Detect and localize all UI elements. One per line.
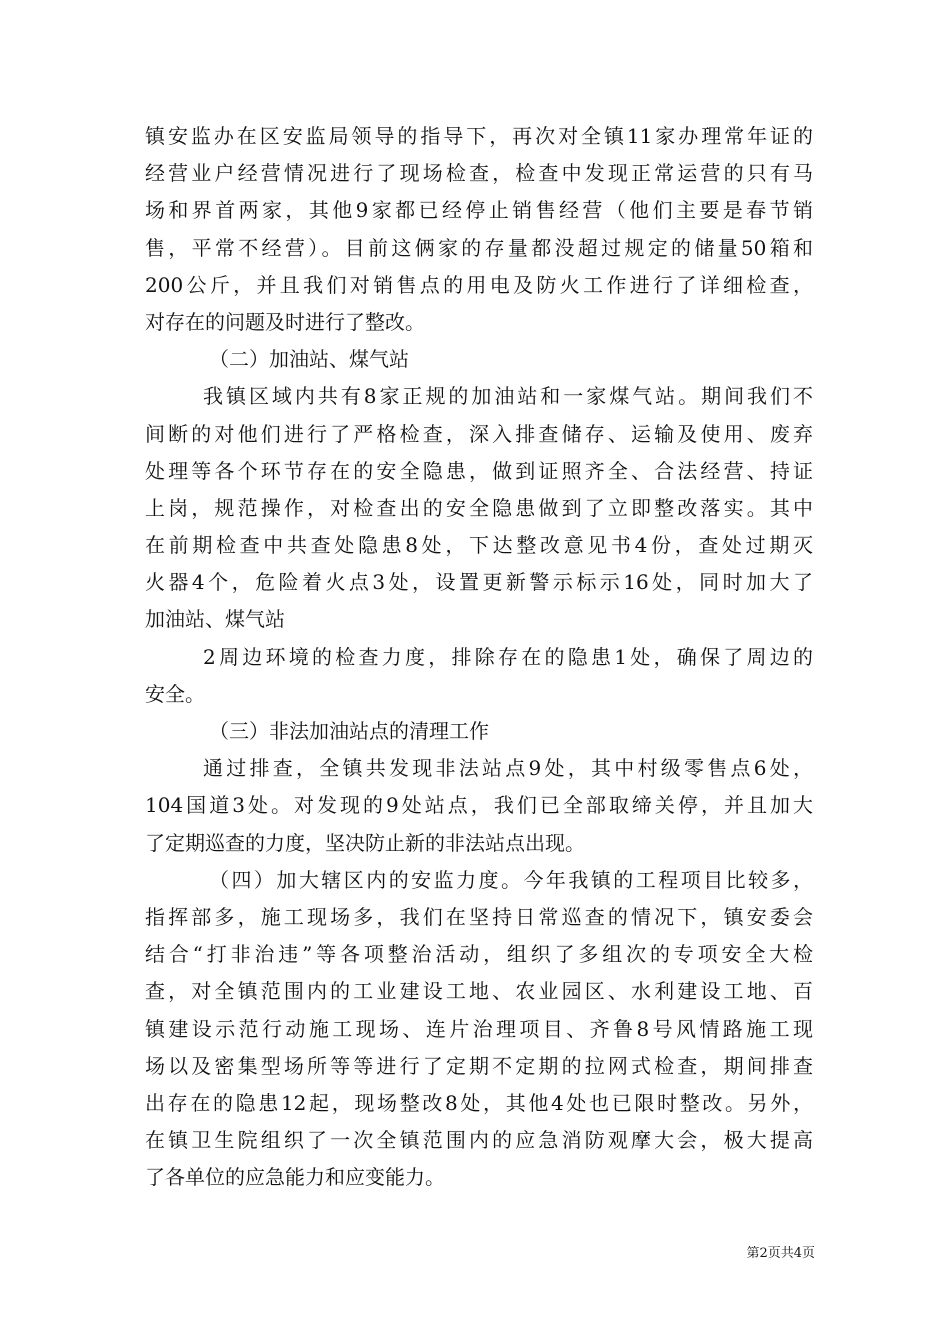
text-line: 火器4个，危险着火点3处，设置更新警示标示16处，同时加大了 (145, 570, 813, 595)
text-line: 结合“打非治违”等各项整治活动，组织了多组次的专项安全大检 (145, 942, 813, 967)
section-heading: （二）加油站、煤气站 (209, 347, 409, 372)
text-line: 安全。 (145, 681, 205, 706)
text-line: 通过排查，全镇共发现非法站点9处，其中村级零售点6处， (203, 756, 813, 781)
text-line: 对存在的问题及时进行了整改。 (145, 309, 425, 334)
section-heading: （三）非法加油站点的清理工作 (209, 719, 489, 743)
text-line: 出存在的隐患12起，现场整改8处，其他4处也已限时整改。另外， (145, 1090, 813, 1115)
text-line: 在镇卫生院组织了一次全镇范围内的应急消防观摩大会，极大提高 (145, 1128, 813, 1153)
page-number: 第2页共4页 (746, 1246, 815, 1261)
text-line: 上岗，规范操作，对检查出的安全隐患做到了立即整改落实。其中 (145, 495, 813, 520)
text-line: 在前期检查中共查处隐患8处，下达整改意见书4份，查处过期灭 (145, 533, 813, 558)
text-line: 加油站、煤气站 (145, 607, 285, 632)
text-line: 镇安监办在区安监局领导的指导下，再次对全镇11家办理常年证的 (145, 124, 813, 148)
text-line: 了定期巡查的力度，坚决防止新的非法站点出现。 (145, 830, 585, 855)
document-body (145, 118, 813, 1196)
text-line: 了各单位的应急能力和应变能力。 (145, 1165, 445, 1190)
text-line: 场和界首两家，其他9家都已经停止销售经营（他们主要是春节销 (145, 198, 813, 223)
section-heading: （四）加大辖区内的安监力度。今年我镇的工程项目比较多， (209, 867, 813, 892)
text-line: 200公斤，并且我们对销售点的用电及防火工作进行了详细检查， (145, 272, 813, 297)
text-line: 我镇区域内共有8家正规的加油站和一家煤气站。期间我们不 (203, 384, 813, 409)
text-line: 售，平常不经营）。目前这俩家的存量都没超过规定的储量50箱和 (145, 235, 813, 260)
text-line: 处理等各个环节存在的安全隐患，做到证照齐全、合法经营、持证 (145, 458, 813, 483)
text-line: 查，对全镇范围内的工业建设工地、农业园区、水利建设工地、百 (145, 979, 813, 1004)
text-line: 104国道3处。对发现的9处站点，我们已全部取缔关停，并且加大 (145, 793, 813, 818)
text-line: 镇建设示范行动施工现场、连片治理项目、齐鲁8号风情路施工现 (145, 1016, 813, 1041)
text-line: 经营业户经营情况进行了现场检查，检查中发现正常运营的只有马 (145, 161, 813, 186)
text-line: 2周边环境的检查力度，排除存在的隐患1处，确保了周边的 (203, 644, 813, 669)
text-line: 指挥部多，施工现场多，我们在坚持日常巡查的情况下，镇安委会 (145, 904, 813, 929)
text-line: 间断的对他们进行了严格检查，深入排查储存、运输及使用、废弃 (145, 421, 813, 446)
text-line: 场以及密集型场所等等进行了定期不定期的拉网式检查，期间排查 (145, 1053, 813, 1078)
